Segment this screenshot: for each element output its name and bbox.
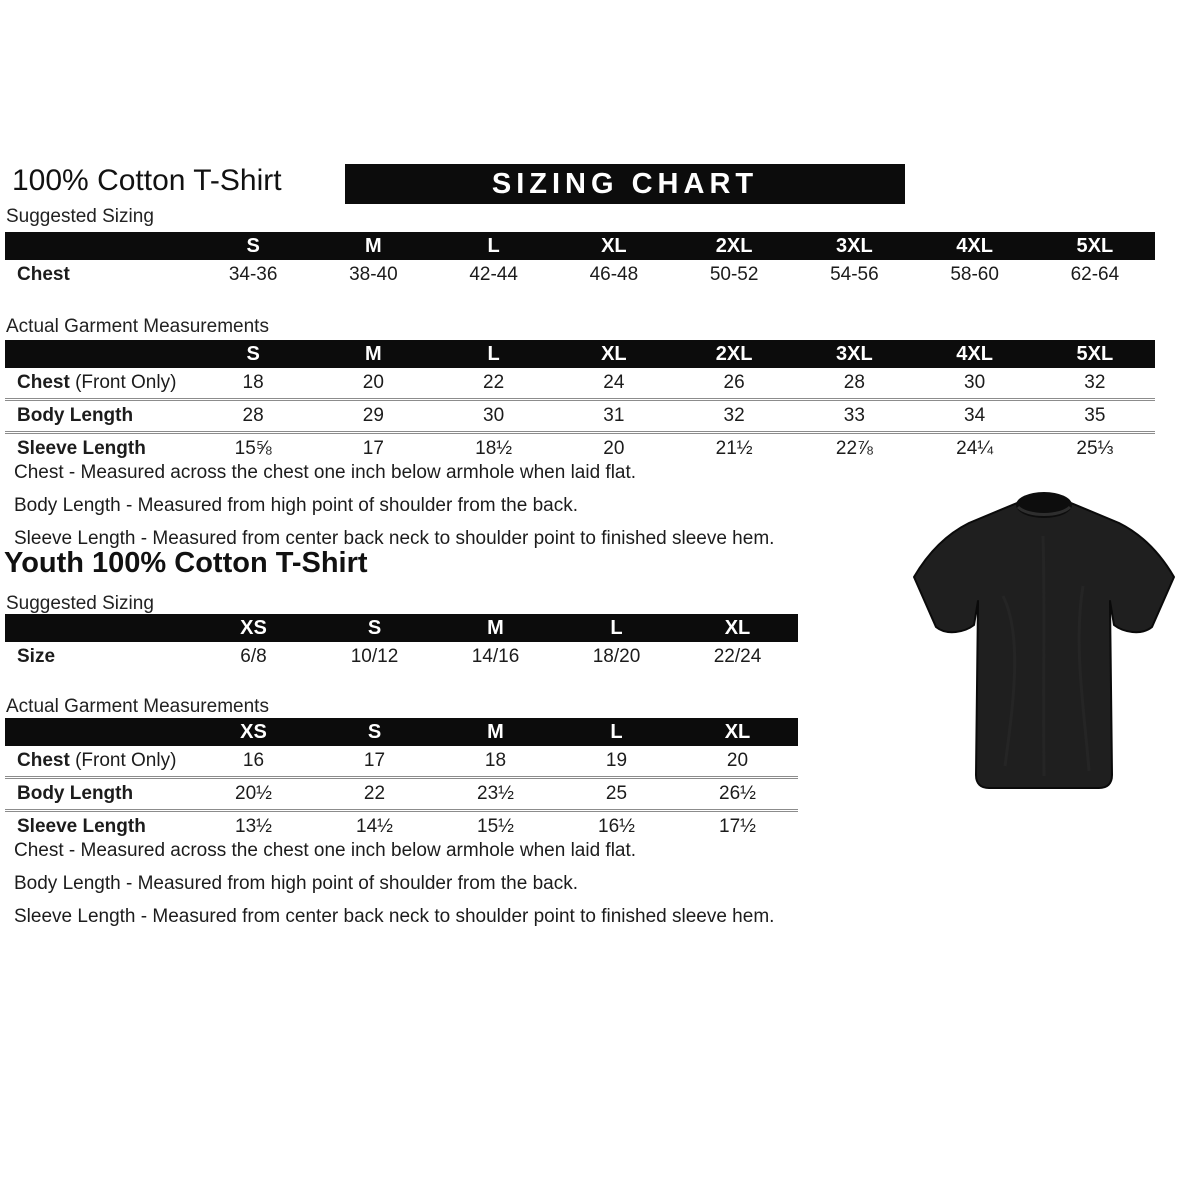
adult.suggested-col-l: L	[434, 232, 554, 260]
youth.actual-row-1	[5, 778, 798, 811]
youth-measurement-notes	[14, 840, 774, 939]
adult.actual-cell-2-6: 24¼	[915, 433, 1035, 465]
adult.actual-cell-2-5: 22⅞	[794, 433, 914, 465]
adult.actual-row-label-2: Sleeve Length	[5, 433, 193, 465]
adult.actual-cell-0-7: 32	[1084, 372, 1106, 393]
adult.actual-cell-2-1: 17	[313, 433, 433, 465]
adult.actual-col-s: S	[193, 340, 313, 368]
youth.actual-col-xl: XL	[677, 718, 798, 746]
youth.suggested-cell-0-0: 6/8	[240, 646, 267, 667]
adult.actual-cell-0-6: 30	[964, 372, 986, 393]
adult.actual-cell-1-5: 33	[794, 400, 914, 433]
adult.suggested-cell-0-1: 38-40	[349, 264, 398, 285]
adult.actual-row-label-1: Body Length	[5, 400, 193, 433]
adult.actual-cell-1-6: 34	[915, 400, 1035, 433]
adult-note-sleeve-length: Sleeve Length - Measured from center back neck to shoulder point to finished sleeve hem.	[14, 528, 775, 549]
youth-note-sleeve-length: Sleeve Length - Measured from center back neck to shoulder point to finished sleeve hem.	[14, 906, 775, 927]
adult.actual-col-xl: XL	[554, 340, 674, 368]
adult.actual-cell-2-0: 15⅝	[193, 433, 313, 465]
adult.suggested-col-3xl: 3XL	[794, 232, 914, 260]
youth.actual-col-xs: XS	[193, 718, 314, 746]
youth.actual-row-label-0: Chest (Front Only)	[17, 750, 177, 771]
adult.suggested-row-0	[5, 260, 1155, 290]
adult.actual-col-3xl: 3XL	[794, 340, 914, 368]
adult-note-body-length: Body Length - Measured from high point of shoulder from the back.	[14, 495, 578, 516]
adult.actual-cell-1-0: 28	[193, 400, 313, 433]
adult.actual-cell-2-7: 25⅓	[1035, 433, 1155, 465]
adult.actual-cell-0-4: 26	[723, 372, 745, 393]
adult.suggested-col-5xl: 5XL	[1035, 232, 1155, 260]
youth.actual-cell-0-4: 20	[726, 750, 749, 771]
adult.actual-cell-0-5: 28	[843, 372, 865, 393]
adult.actual-row-label-0: Chest (Front Only)	[17, 372, 177, 393]
adult.suggested-col-s: S	[193, 232, 313, 260]
adult.suggested-header-corner	[5, 232, 193, 260]
youth-actual-measurements-label: Actual Garment Measurements	[6, 696, 269, 717]
adult.actual-cell-0-0: 18	[242, 372, 264, 393]
adult.suggested-cell-0-5: 54-56	[830, 264, 879, 285]
youth.actual-col-l: L	[556, 718, 677, 746]
youth.actual-cell-1-0: 20½	[193, 778, 314, 811]
youth-suggested-sizing-label: Suggested Sizing	[6, 593, 154, 614]
youth.actual-cell-1-3: 25	[556, 778, 677, 811]
adult.suggested-col-xl: XL	[554, 232, 674, 260]
adult.actual-col-2xl: 2XL	[674, 340, 794, 368]
youth.suggested-header-corner	[5, 614, 193, 642]
youth.suggested-col-m: M	[435, 614, 556, 642]
adult.actual-col-4xl: 4XL	[915, 340, 1035, 368]
youth.suggested-col-xs: XS	[193, 614, 314, 642]
youth.suggested-col-xl: XL	[677, 614, 798, 642]
adult.actual-row-0	[5, 368, 1155, 400]
adult.actual-col-m: M	[313, 340, 433, 368]
youth.actual-cell-2-2: 15½	[435, 811, 556, 843]
adult.suggested-cell-0-0: 34-36	[228, 264, 278, 285]
youth.actual-cell-1-1: 22	[314, 778, 435, 811]
youth.actual-col-s: S	[314, 718, 435, 746]
adult.actual-cell-2-4: 21½	[674, 433, 794, 465]
youth.actual-cell-0-1: 17	[363, 750, 386, 771]
adult.actual-cell-1-4: 32	[674, 400, 794, 433]
black-tshirt-image	[893, 476, 1195, 814]
youth.suggested-header-row	[5, 614, 798, 642]
youth.actual-cell-2-3: 16½	[556, 811, 677, 843]
youth.actual-cell-2-0: 13½	[193, 811, 314, 843]
adult.suggested-col-m: M	[313, 232, 433, 260]
youth.suggested-cell-0-2: 14/16	[471, 646, 520, 667]
adult.suggested-col-4xl: 4XL	[915, 232, 1035, 260]
adult.suggested-cell-0-2: 42-44	[469, 264, 518, 285]
adult.suggested-col-2xl: 2XL	[674, 232, 794, 260]
youth-section-title: Youth 100% Cotton T-Shirt	[4, 547, 368, 579]
adult.actual-col-5xl: 5XL	[1035, 340, 1155, 368]
adult.suggested-cell-0-7: 62-64	[1070, 264, 1120, 285]
youth.suggested-row-0	[5, 642, 798, 672]
adult.actual-header-corner	[5, 340, 193, 368]
youth.suggested-col-l: L	[556, 614, 677, 642]
adult.actual-row-2	[5, 433, 1155, 465]
adult-suggested-sizing-label: Suggested Sizing	[6, 206, 154, 227]
sizing-chart-banner: SIZING CHART	[345, 164, 905, 204]
adult.actual-cell-0-3: 24	[603, 372, 625, 393]
adult.actual-cell-2-3: 20	[554, 433, 674, 465]
youth.actual-header-row	[5, 718, 798, 746]
youth.actual-cell-2-4: 17½	[677, 811, 798, 843]
adult-note-chest: Chest - Measured across the chest one inch below armhole when laid flat.	[14, 462, 637, 483]
adult.actual-cell-1-7: 35	[1035, 400, 1155, 433]
adult.actual-cell-0-1: 20	[362, 372, 384, 393]
adult.actual-cell-1-1: 29	[313, 400, 433, 433]
adult-actual-measurements-label: Actual Garment Measurements	[6, 316, 269, 337]
youth.actual-cell-1-2: 23½	[435, 778, 556, 811]
youth.actual-cell-0-2: 18	[484, 750, 507, 771]
page-title: 100% Cotton T-Shirt	[12, 164, 282, 197]
youth-actual-measurements-table	[5, 718, 798, 842]
adult.actual-header-row	[5, 340, 1155, 368]
youth-note-chest: Chest - Measured across the chest one inch below armhole when laid flat.	[14, 840, 637, 861]
youth.actual-row-label-2: Sleeve Length	[5, 811, 193, 843]
youth.actual-row-0	[5, 746, 798, 778]
adult.actual-cell-1-2: 30	[434, 400, 554, 433]
tshirt-svg	[893, 476, 1195, 814]
youth.suggested-cell-0-3: 18/20	[592, 646, 641, 667]
youth.actual-cell-0-0: 16	[242, 750, 265, 771]
adult-actual-measurements-table	[5, 340, 1155, 464]
youth.actual-row-2	[5, 811, 798, 843]
adult.actual-cell-1-3: 31	[554, 400, 674, 433]
youth.actual-col-m: M	[435, 718, 556, 746]
youth.actual-row-label-1: Body Length	[5, 778, 193, 811]
adult.actual-cell-0-2: 22	[483, 372, 505, 393]
adult-suggested-sizing-table	[5, 232, 1155, 290]
youth.actual-cell-0-3: 19	[605, 750, 628, 771]
adult.suggested-row-label-0: Chest	[17, 264, 70, 285]
youth.actual-cell-2-1: 14½	[314, 811, 435, 843]
adult.suggested-cell-0-3: 46-48	[589, 264, 639, 285]
youth.suggested-cell-0-4: 22/24	[713, 646, 762, 667]
youth-note-body-length: Body Length - Measured from high point of shoulder from the back.	[14, 873, 578, 894]
youth.suggested-cell-0-1: 10/12	[350, 646, 399, 667]
adult.suggested-header-row	[5, 232, 1155, 260]
adult.actual-cell-2-2: 18½	[434, 433, 554, 465]
adult.suggested-cell-0-4: 50-52	[709, 264, 759, 285]
youth.actual-header-corner	[5, 718, 193, 746]
youth.actual-cell-1-4: 26½	[677, 778, 798, 811]
adult.actual-row-1	[5, 400, 1155, 433]
youth.suggested-col-s: S	[314, 614, 435, 642]
adult.suggested-cell-0-6: 58-60	[950, 264, 999, 285]
youth-suggested-sizing-table	[5, 614, 798, 672]
adult.actual-col-l: L	[434, 340, 554, 368]
youth.suggested-row-label-0: Size	[17, 646, 56, 667]
